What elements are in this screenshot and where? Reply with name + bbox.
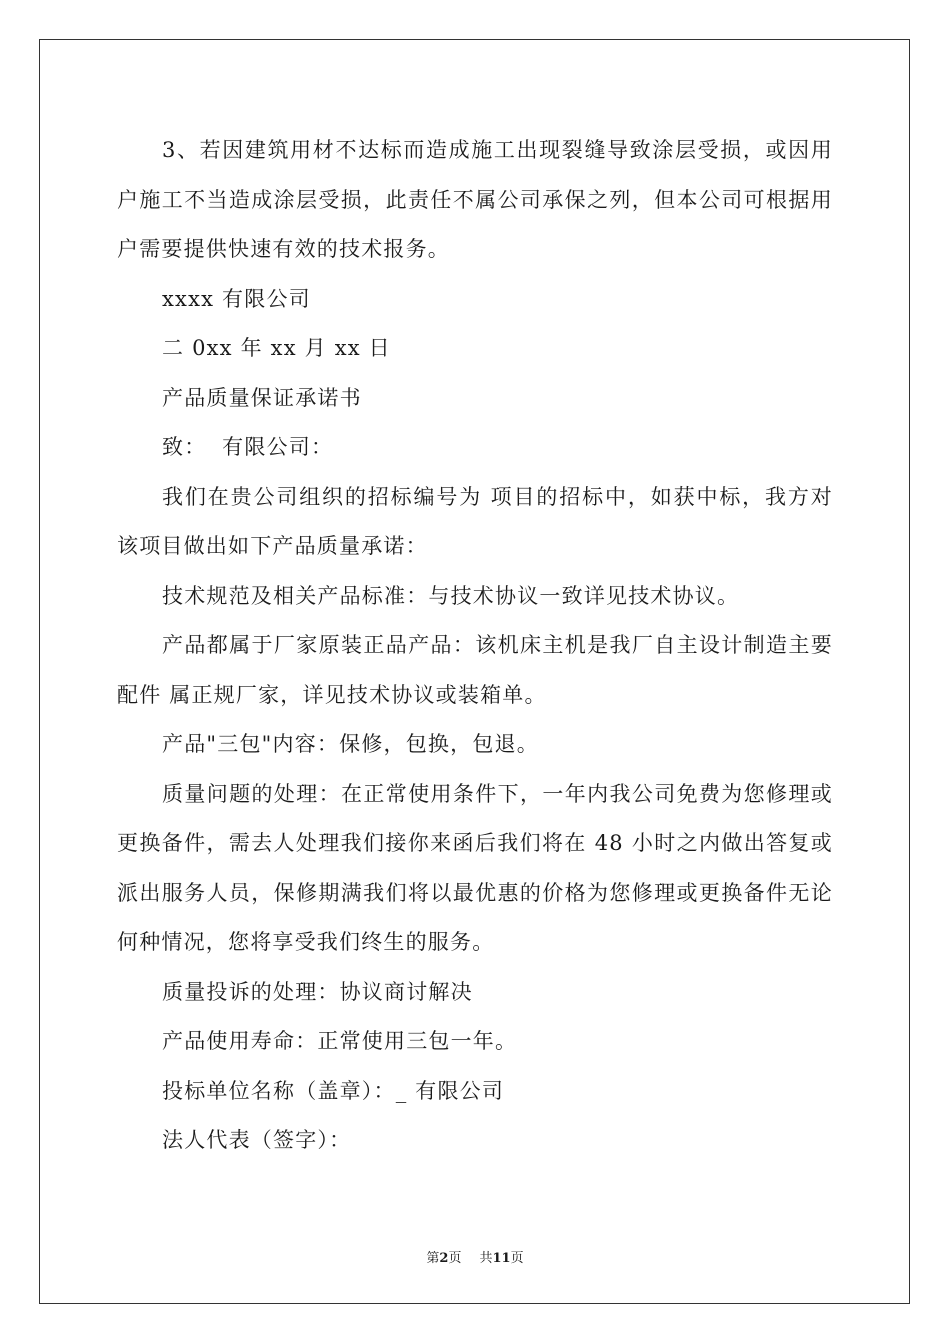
page-prefix: 第 — [426, 1251, 440, 1266]
paragraph-bidder-name: 投标单位名称（盖章）：_ 有限公司 — [162, 1078, 505, 1103]
paragraph-technical-spec: 技术规范及相关产品标准：与技术协议一致详见技术协议。 — [162, 583, 740, 608]
total-prefix: 共 — [479, 1251, 493, 1266]
paragraph-warranty-exclusion: 3、若因建筑用材不达标而造成施工出现裂缝导致涂层受损，或因用户施工不当造成涂层受损，此责任不属公司承保之列，但本公司可根据用户需要提供快速有效的技术报务。 — [117, 138, 833, 261]
page-footer — [0, 1247, 950, 1266]
paragraph-title: 产品质量保证承诺书 — [162, 385, 362, 410]
paragraph-genuine-products: 产品都属于厂家原装正品产品：该机床主机是我厂自主设计制造主要配件 属正规厂家，详见技术协议或装箱单。 — [117, 633, 833, 707]
paragraph-addressee: 致： 有限公司： — [162, 435, 334, 459]
paragraph-quality-issues: 质量问题的处理：在正常使用条件下，一年内我公司免费为您修理或更换备件，需去人处理我们接你来函后我们将在 48 小时之内做出答复或派出服务人员，保修期满我们将以最优惠的价格为您修理或更换备件无论何种情况，您将享受我们终生的服务。 — [117, 781, 833, 954]
current-page-number: 2 — [439, 1251, 449, 1266]
paragraph-commitment-intro: 我们在贵公司组织的招标编号为 项目的招标中，如获中标，我方对该项目做出如下产品质量承诺： — [117, 484, 833, 558]
paragraph-service-life: 产品使用寿命：正常使用三包一年。 — [162, 1029, 518, 1053]
paragraph-date: 二 0xx 年 xx 月 xx 日 — [162, 336, 391, 360]
paragraph-legal-representative: 法人代表（签字）： — [162, 1128, 352, 1152]
paragraph-three-guarantees: 产品"三包"内容：保修，包换，包退。 — [162, 732, 539, 756]
paragraph-complaints: 质量投诉的处理：协议商讨解决 — [162, 979, 473, 1004]
document-body — [117, 126, 833, 1166]
page-suffix: 页 — [448, 1251, 462, 1266]
paragraph-company-name: xxxx 有限公司 — [162, 286, 311, 311]
total-suffix: 页 — [510, 1251, 524, 1266]
total-page-number: 11 — [492, 1251, 511, 1266]
